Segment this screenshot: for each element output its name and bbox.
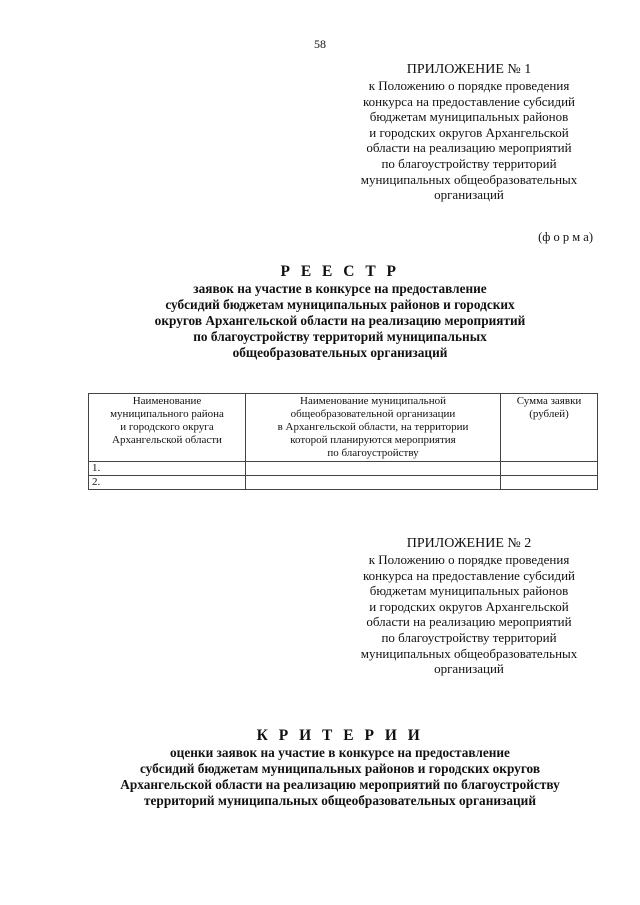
registry-subtitle-line: общеобразовательных организаций [232, 345, 448, 360]
appendix-2-line: и городских округов Архангельской [369, 598, 569, 614]
header-line: которой планируются мероприятия [290, 434, 456, 446]
appendix-2-title: ПРИЛОЖЕНИЕ № 2 [406, 536, 532, 551]
registry-table [88, 393, 598, 490]
table-row [89, 462, 598, 476]
appendix-1-line: конкурса на предоставление субсидий [363, 93, 575, 109]
header-line: в Архангельской области, на территории [277, 421, 469, 433]
criteria-subtitle-line: территорий муниципальных общеобразовательных организаций [143, 793, 537, 808]
appendix-1-header [330, 61, 608, 203]
column-header-amount [501, 394, 598, 462]
appendix-2-line: к Положению о порядке проведения [368, 552, 570, 567]
criteria-title: К Р И Т Е Р И И [256, 727, 424, 744]
column-header-organization [246, 394, 501, 462]
appendix-1-line: организаций [434, 187, 504, 203]
header-line: Архангельской области [112, 434, 222, 446]
column-header-district [89, 394, 246, 462]
form-label: (ф о р м а) [538, 230, 593, 244]
appendix-2-line: бюджетам муниципальных районов [369, 583, 569, 599]
header-line: общеобразовательной организации [290, 408, 456, 420]
registry-subtitle-line: по благоустройству территорий муниципальных [193, 329, 487, 344]
criteria-subtitle-line: оценки заявок на участие в конкурсе на предоставление [170, 745, 510, 760]
appendix-1-line: муниципальных общеобразовательных [360, 171, 578, 187]
criteria-subtitle-line: субсидий бюджетам муниципальных районов и городских округов [139, 761, 541, 776]
appendix-2-line: области на реализацию мероприятий [366, 614, 572, 630]
page-number: 58 [314, 37, 326, 51]
registry-subtitle-line: субсидий бюджетам муниципальных районов и городских [165, 297, 515, 312]
criteria-heading [60, 726, 620, 809]
table-cell: 2. [89, 476, 246, 490]
appendix-1-line: бюджетам муниципальных районов [369, 109, 569, 125]
appendix-2-line: по благоустройству территорий [381, 629, 557, 645]
appendix-2-line: муниципальных общеобразовательных [360, 645, 578, 661]
appendix-2-line: конкурса на предоставление субсидий [363, 567, 575, 583]
header-line: муниципального района [110, 408, 224, 420]
appendix-1-line: и городских округов Архангельской [369, 124, 569, 140]
appendix-2-header [330, 535, 608, 677]
appendix-1-line: по благоустройству территорий [381, 155, 557, 171]
appendix-1-title: ПРИЛОЖЕНИЕ № 1 [406, 62, 532, 77]
header-line: Сумма заявки [516, 395, 582, 407]
criteria-subtitle-line: Архангельской области на реализацию мероприятий по благоустройству [120, 777, 560, 792]
table-cell [246, 462, 501, 476]
header-line: Наименование [132, 395, 202, 407]
header-line: Наименование муниципальной [300, 395, 446, 407]
appendix-2-line: организаций [434, 661, 504, 677]
appendix-1-line: к Положению о порядке проведения [368, 78, 570, 93]
table-row [89, 476, 598, 490]
header-line: по благоустройству [327, 447, 419, 459]
appendix-1-line: области на реализацию мероприятий [366, 140, 572, 156]
table-header-row [89, 394, 598, 462]
table-cell [501, 476, 598, 490]
table-cell [246, 476, 501, 490]
registry-subtitle-line: округов Архангельской области на реализацию мероприятий [154, 313, 526, 328]
registry-title: Р Е Е С Т Р [280, 263, 400, 280]
header-line: и городского округа [120, 421, 214, 433]
header-line: (рублей) [529, 408, 569, 420]
registry-heading [60, 262, 620, 361]
table-cell [501, 462, 598, 476]
registry-subtitle-line: заявок на участие в конкурсе на предоставление [193, 281, 487, 296]
table-cell: 1. [89, 462, 246, 476]
